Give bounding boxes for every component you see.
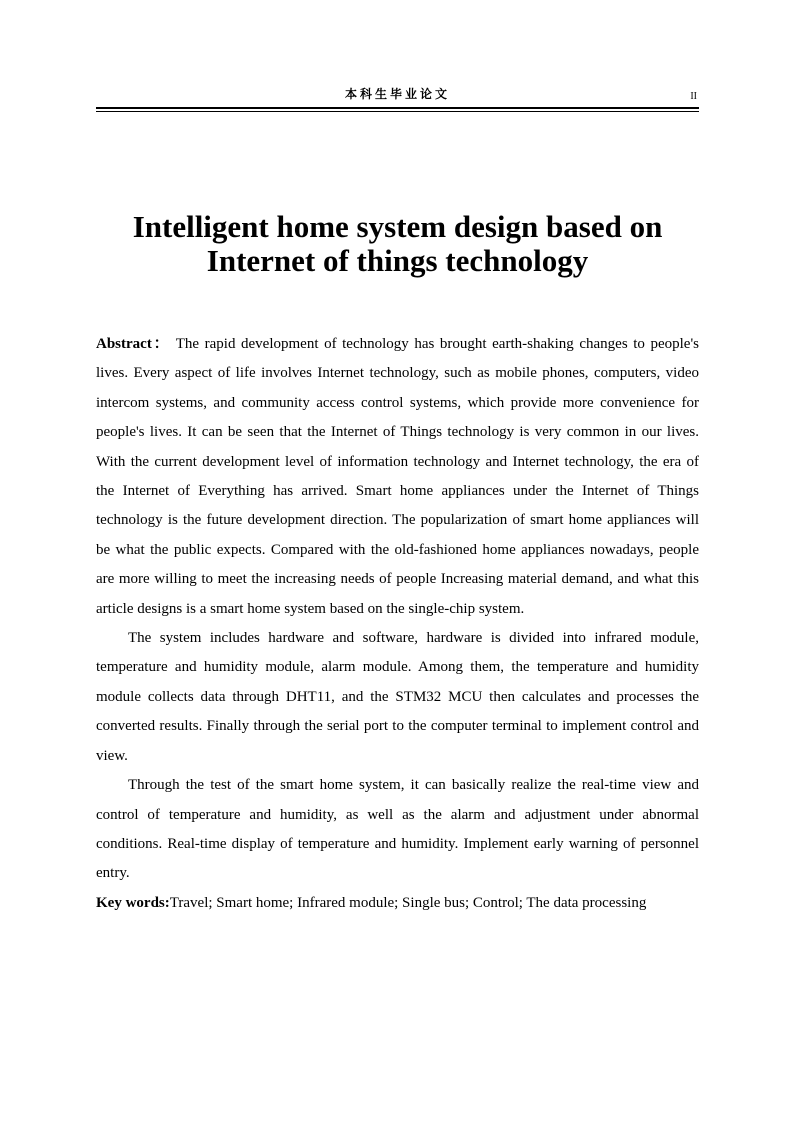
page-header: [96, 82, 699, 110]
abstract-label: Abstract：: [96, 336, 171, 352]
header-rule-thick: [96, 107, 699, 109]
paper-title: [96, 210, 699, 278]
abstract-paragraph-2: The system includes hardware and software, hardware is divided into infrared module, temperature and humidity module, alarm module. Among them, the temperature and humidity module collects data through DHT11, and the STM32 MCU then calculates and processes the converted results. Finally through the serial port to the computer terminal to implement control and view.: [96, 630, 699, 764]
abstract-paragraph-3: Through the test of the smart home system, it can basically realize the real-time view and control of temperature and humidity, as well as the alarm and adjustment under abnormal conditions. Real-time display of temperature and humidity. Implement early warning of personnel entry.: [96, 777, 699, 882]
abstract-paragraph-1: [96, 330, 699, 624]
keywords-label: Key words:: [96, 894, 170, 911]
abstract-text-1: The rapid development of technology has brought earth-shaking changes to people's lives. Every aspect of life involves Internet technology, such as mobile phones, computers, video intercom systems, and community access control systems, which provide more convenience for people's lives. It can be seen that the Internet of Things technology is very common in our lives. With the current development level of information technology and Internet technology, the era of the Internet of Everything has arrived. Smart home appliances under the Internet of Things technology is the future development direction. The popularization of smart home appliances will be what the public expects. Compared with the old-fashioned home appliances nowadays, people are more willing to meet the increasing needs of people Increasing material demand, and what this article designs is a smart home system based on the single-chip system.: [96, 336, 699, 617]
page-number: II: [690, 91, 697, 102]
header-title: 本科生毕业论文: [344, 87, 450, 101]
title-line-1: Intelligent home system design based on: [132, 209, 663, 244]
keywords: [96, 889, 699, 918]
abstract-body: [96, 330, 699, 918]
title-line-2: Internet of things technology: [206, 243, 589, 278]
keywords-text: Travel; Smart home; Infrared module; Single bus; Control; The data processing: [169, 894, 647, 911]
header-rule-thin: [96, 111, 699, 112]
